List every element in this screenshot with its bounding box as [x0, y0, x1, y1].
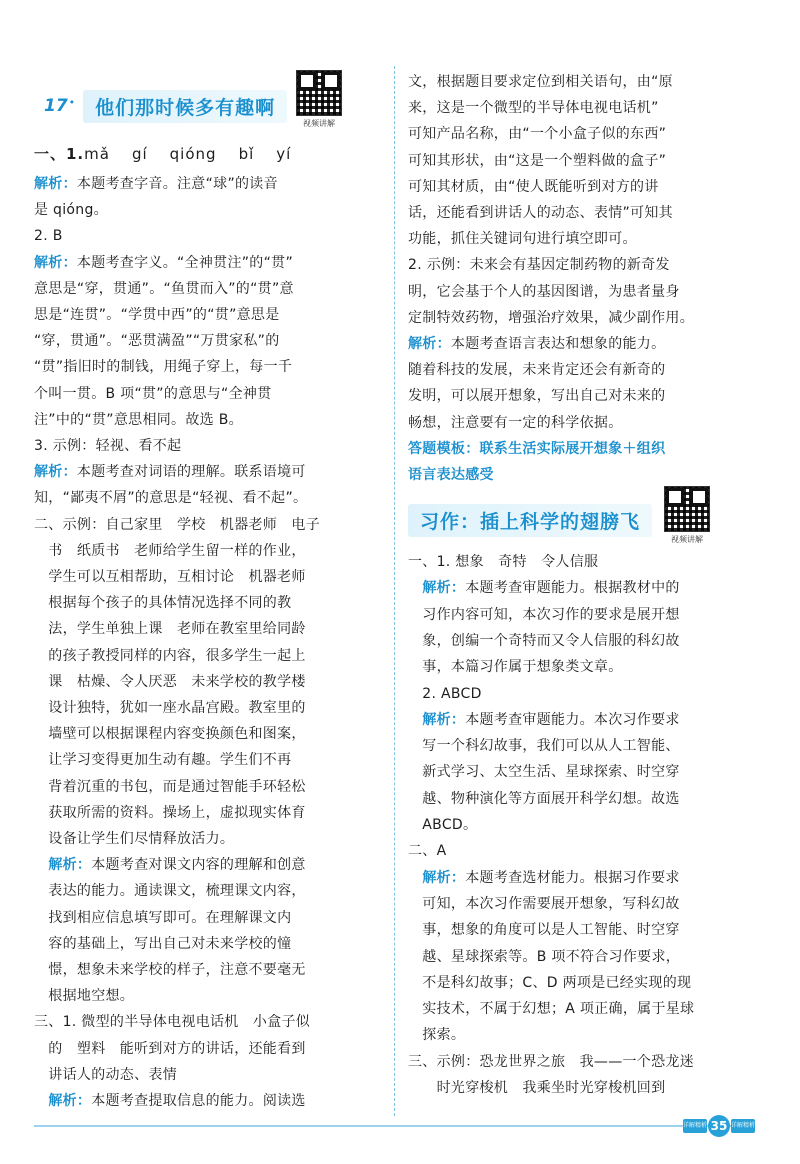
text-line	[34, 1091, 306, 1111]
highlight-label: 解析：	[48, 857, 92, 874]
line-text	[408, 712, 422, 728]
line-text: 可知其形状，由“这是一个塑料做的盒子”	[408, 152, 667, 169]
highlight-label: 解析：	[408, 336, 451, 352]
text-line	[34, 488, 307, 508]
text-line	[34, 357, 292, 377]
text-line	[34, 384, 272, 404]
line-text: 话，还能看到讲话人的动态、表情”可知其	[408, 205, 673, 221]
line-text: 讲话人的动态、表情	[34, 1066, 177, 1083]
text-line	[408, 736, 680, 756]
line-text: 发明，可以展开想象，写出自己对未来的	[408, 388, 666, 405]
highlight-label: 解析：	[422, 580, 466, 597]
line-text: 事，想象的角度可以是人工智能、时空穿	[408, 922, 680, 939]
line-text: 三、示例：恐龙世界之旅 我——一个恐龙迷	[408, 1053, 694, 1070]
lesson-title	[44, 86, 287, 126]
text-line	[408, 229, 637, 249]
page-tag-right: 详解精析	[731, 1119, 755, 1133]
text-line	[408, 657, 623, 677]
line-text: 本题考查语言表达和想象的能力。	[450, 336, 666, 352]
line-text: 找到相应信息填写即可。在理解课文内	[34, 909, 292, 926]
text-line	[34, 986, 134, 1006]
line-text: ABCD。	[408, 817, 478, 833]
composition-title-text: 习作：插上科学的翅膀飞	[420, 510, 641, 533]
text-line	[34, 200, 108, 220]
text-line	[34, 462, 306, 482]
line-text: 本题考查审题能力。本次习作要求	[465, 711, 680, 728]
pinyin-item: gí	[131, 145, 148, 163]
qr-code-icon	[664, 486, 710, 532]
highlight-label: 解析：	[34, 464, 77, 481]
line-text: 思是“连贯”。“学贯中西”的“贯”意思是	[34, 307, 280, 323]
line-text: 本题考查选材能力。根据习作要求	[465, 869, 680, 886]
line-text: 畅想，注意要有一定的科学依据。	[408, 414, 623, 431]
line-text: 知，“鄙夷不屑”的意思是“轻视、看不起”。	[34, 490, 308, 507]
line-text: 设备让学生们尽情释放活力。	[34, 831, 235, 847]
column-divider	[394, 66, 395, 1116]
highlight-label: 解析：	[422, 711, 466, 728]
line-text: 文，根据题目要求定位到相关语句，由“原	[408, 74, 673, 90]
text-line	[408, 386, 665, 406]
text-line	[34, 515, 320, 535]
line-text: 二、示例：自己家里 学校 机器老师 电子	[34, 516, 320, 533]
text-line	[408, 203, 673, 223]
line-text: 本题考查字义。“全神贯注”的“贯”	[76, 254, 294, 271]
composition-title	[408, 500, 652, 540]
line-text: 随着科技的发展，未来肯定还会有新奇的	[408, 362, 666, 379]
text-line	[408, 789, 680, 809]
text-line	[34, 855, 306, 875]
text-line	[408, 684, 482, 704]
line-text: 2. B	[34, 228, 63, 245]
text-line	[408, 151, 666, 171]
line-text: 书 纸质书 老师给学生留一样的作业，	[34, 542, 306, 559]
text-line	[408, 255, 670, 275]
text-line	[408, 124, 666, 144]
line-text: 新式学习、太空生活、星球探索、时空穿	[408, 764, 680, 781]
text-line	[34, 881, 306, 901]
text-line	[34, 646, 306, 666]
text-line	[408, 1052, 694, 1072]
text-line	[408, 552, 598, 572]
line-text: 课 枯燥、令人厌恶 未来学校的教学楼	[34, 673, 306, 690]
line-text: 明，它会基于个人的基因图谱，为患者量身	[408, 283, 680, 300]
text-line	[408, 762, 680, 782]
line-text: 的孩子教授同样的内容，很多学生一起上	[34, 647, 306, 664]
page-tag-left: 详解精析	[683, 1119, 707, 1133]
page-number-badge	[683, 1115, 755, 1137]
text-line	[408, 710, 680, 730]
line-text: 表达的能力。通读课文，梳理课文内容，	[34, 883, 306, 900]
text-line	[408, 868, 680, 888]
text-line	[408, 894, 680, 914]
line-text: 三、1. 微型的半导体电视电话机 小盒子似	[34, 1014, 311, 1031]
lesson-title-text: 他们那时候多有趣啊	[95, 96, 276, 119]
line-text	[408, 870, 422, 886]
line-text: 可知其材质，由“使人既能听到对方的讲	[408, 178, 659, 195]
text-line	[408, 1078, 665, 1098]
line-text: 让学习变得更加生动有趣。学生们不再	[34, 752, 292, 769]
line-text: 可知，本次习作需要展开想象，写科幻故	[408, 895, 680, 912]
pinyin-item: bǐ	[238, 145, 255, 163]
text-line	[408, 360, 665, 380]
line-text: 探索。	[408, 1027, 466, 1044]
text-line	[34, 331, 280, 351]
text-line	[34, 541, 306, 561]
text-line	[408, 973, 691, 993]
line-text: 可知产品名称，由“一个小盒子似的东西”	[408, 126, 667, 143]
qr-label: 视频讲解	[303, 119, 335, 128]
highlight-label: 联系生活实际展开想象＋组织	[479, 440, 666, 457]
line-text: 本题考查审题能力。根据教材中的	[465, 580, 680, 597]
qr-code-video-2[interactable]	[664, 486, 710, 545]
line-text: 写一个科幻故事，我们可以从人工智能、	[408, 738, 680, 755]
line-text: 本题考查对词语的理解。联系语境可	[76, 464, 306, 481]
line-text	[34, 857, 48, 873]
pinyin-answers	[34, 144, 335, 164]
line-text: 意思是“穿，贯通”。“鱼贯而入”的“贯”意	[34, 280, 294, 297]
line-text: 根据地空想。	[34, 988, 135, 1005]
line-text: 注”中的“贯”意思相同。故选 B。	[34, 411, 243, 428]
line-text: 二、A	[408, 843, 447, 860]
lesson-number: 17	[44, 96, 68, 116]
text-line	[34, 724, 306, 744]
line-text: 墙壁可以根据课程内容变换颜色和图案，	[34, 726, 306, 743]
line-text: 的 塑料 能听到对方的讲话，还能看到	[34, 1040, 306, 1057]
line-text: 容的基础上，写出自己对未来学校的憧	[34, 935, 292, 952]
text-line	[408, 98, 659, 118]
text-line	[34, 593, 291, 613]
text-line	[408, 605, 680, 625]
text-line	[408, 920, 680, 940]
line-text: 时光穿梭机 我乘坐时光穿梭机回到	[408, 1080, 666, 1096]
text-line	[34, 777, 306, 797]
line-text: 本题考查提取信息的能力。阅读选	[91, 1093, 306, 1109]
text-line	[34, 960, 306, 980]
lesson-title-band	[83, 90, 287, 123]
line-text	[34, 1093, 48, 1109]
text-line	[34, 672, 306, 692]
line-text: 不是科幻故事；C、D 两项是已经实现的现	[408, 974, 692, 991]
line-text: 法，学生单独上课 老师在教室里给同龄	[34, 621, 306, 638]
line-text: 定制特效药物，增强治疗效果，减少副作用。	[408, 309, 694, 326]
text-line	[34, 908, 291, 928]
line-text: 学生可以互相帮助，互相讨论 机器老师	[34, 569, 306, 585]
line-text: 本题考查对课文内容的理解和创意	[91, 857, 306, 874]
line-text: 憬，想象未来学校的样子，注意不要毫无	[34, 962, 306, 978]
line-text	[408, 580, 422, 596]
text-line	[34, 619, 306, 639]
line-text: “贯”指旧时的制钱，用绳子穿上，每一千	[34, 359, 293, 376]
text-line	[408, 439, 665, 459]
highlight-label: 语言表达感受	[408, 467, 494, 483]
text-line	[408, 282, 680, 302]
text-line	[34, 253, 293, 273]
highlight-label: 解析：	[48, 1093, 92, 1109]
text-line	[408, 631, 680, 651]
page-number: 35	[708, 1115, 730, 1137]
line-text: 本题考查字音。注意“球”的读音	[76, 176, 278, 192]
text-line	[34, 803, 306, 823]
text-line	[408, 72, 673, 92]
text-line	[408, 999, 694, 1019]
text-line	[34, 750, 291, 770]
lesson-dot: •	[68, 95, 76, 109]
text-line	[408, 465, 494, 485]
pinyin-item: qióng	[169, 145, 217, 163]
text-line	[34, 436, 181, 456]
text-line	[34, 305, 280, 325]
line-text: 事，本篇习作属于想象类文章。	[408, 659, 623, 676]
line-text: 设计独特，犹如一座水晶宫殿。教室里的	[34, 700, 306, 716]
qr-code-video[interactable]	[296, 70, 342, 129]
text-line	[34, 1012, 310, 1032]
line-text: “穿，贯通”。“恶贯满盈”“万贯家私”的	[34, 333, 280, 350]
qr-code-icon	[296, 70, 342, 116]
footer-rule	[34, 1125, 734, 1127]
text-line	[34, 829, 234, 849]
text-line	[408, 413, 623, 433]
text-line	[34, 174, 278, 194]
text-line	[34, 567, 306, 587]
text-line	[408, 815, 477, 835]
text-line	[408, 308, 694, 328]
text-line	[34, 934, 291, 954]
text-line	[34, 410, 243, 430]
line-text: 根据每个孩子的具体情况选择不同的教	[34, 595, 292, 612]
line-text: 2. ABCD	[408, 685, 482, 702]
pinyin-item: yí	[276, 145, 292, 163]
line-text: 2. 示例：未来会有基因定制药物的新奇发	[408, 257, 670, 274]
line-text: 3. 示例：轻视、看不起	[34, 438, 182, 454]
highlight-label: 答题模板：	[408, 440, 480, 457]
q1-prefix: 一、1.	[34, 145, 85, 163]
line-text: 个叫一贯。B 项“贯”的意思与“全神贯	[34, 385, 272, 402]
text-line	[408, 177, 659, 197]
highlight-label: 解析：	[34, 176, 77, 192]
text-line	[408, 334, 665, 354]
text-line	[34, 698, 306, 718]
line-text: 越、星球探索等。B 项不符合习作要求，	[408, 948, 681, 965]
line-text: 是 qióng。	[34, 202, 108, 219]
text-line	[408, 947, 680, 967]
text-line	[34, 1065, 177, 1085]
text-line	[408, 841, 446, 861]
line-text: 获取所需的资料。操场上，虚拟现实体育	[34, 804, 306, 821]
composition-title-band	[408, 504, 652, 537]
text-line	[408, 1025, 465, 1045]
line-text: 背着沉重的书包，而是通过智能手环轻松	[34, 778, 306, 795]
line-text: 一、1. 想象 奇特 令人信服	[408, 554, 599, 570]
line-text: 来，这是一个微型的半导体电视电话机”	[408, 100, 659, 117]
line-text: 功能，抓住关键词句进行填空即可。	[408, 231, 637, 248]
text-line	[34, 279, 294, 299]
qr-label: 视频讲解	[671, 535, 703, 544]
line-text: 象，创编一个奇特而又令人信服的科幻故	[408, 632, 680, 649]
line-text: 实技术，不属于幻想；A 项正确，属于星球	[408, 1001, 695, 1018]
highlight-label: 解析：	[422, 869, 466, 886]
highlight-label: 解析：	[34, 254, 77, 271]
text-line	[34, 1039, 306, 1059]
text-line	[34, 226, 63, 246]
line-text: 越、物种演化等方面展开科学幻想。故选	[408, 790, 680, 807]
pinyin-item: mǎ	[84, 145, 110, 163]
line-text: 习作内容可知，本次习作的要求是展开想	[408, 606, 680, 623]
text-line	[408, 578, 680, 598]
